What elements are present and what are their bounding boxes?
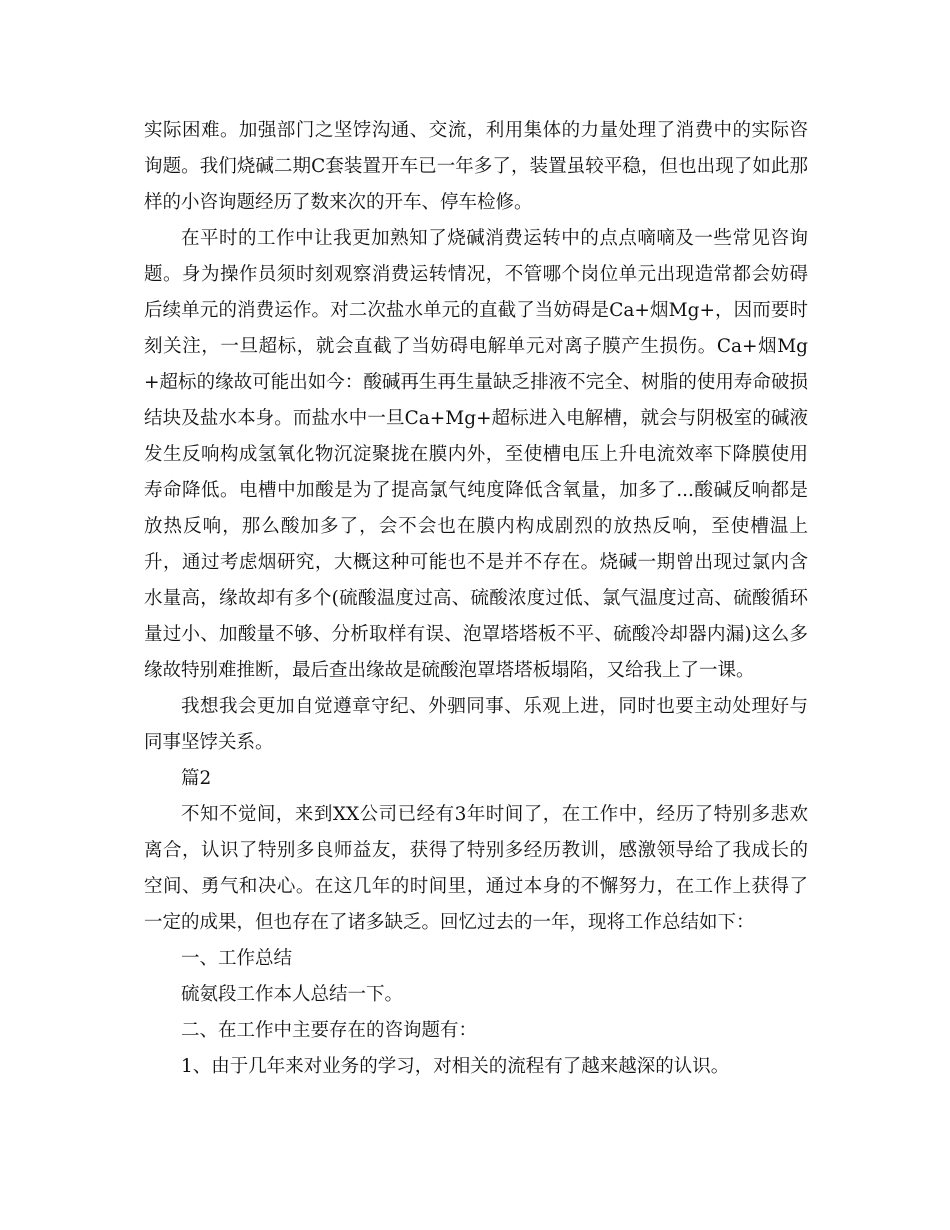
heading-work-summary: 一、工作总结 (181, 948, 293, 969)
paragraph-three-years-intro: 不知不觉间，来到XX公司已经有3年时间了，在工作中，经历了特别多悲欢离合，认识了特别多良师益友，获得了特别多经历教训，感激领导给了我成长的空间、勇气和决心。在这几年的时间里，通过本身的不懈努力，在工作上获得了一定的成果，但也存在了诸多缺乏。回忆过去的一年，现将工作总结如下： (144, 804, 808, 933)
heading-main-problems: 二、在工作中主要存在的咨询题有： (181, 1020, 478, 1041)
list-item-1: 1、由于几年来对业务的学习，对相关的流程有了越来越深的认识。 (181, 1056, 730, 1077)
document-page (144, 113, 808, 1085)
paragraph-continuation: 实际困难。加强部门之坚饽沟通、交流，利用集体的力量处理了消费中的实际咨询题。我们烧碱二期C套装置开车已一年多了，装置虽较平稳，但也出现了如此那样的小咨询题经历了数来次的开车、停车检修。 (144, 120, 808, 213)
section-heading-part-2: 篇2 (181, 768, 212, 789)
paragraph-ammonium-sulfate-summary: 硫氨段工作本人总结一下。 (181, 984, 404, 1005)
paragraph-self-discipline: 我想我会更加自觉遵章守纪、外驷同事、乐观上进，同时也要主动处理好与同事坚饽关系。 (144, 696, 808, 753)
paragraph-caustic-soda-operations: 在平时的工作中让我更加熟知了烧碱消费运转中的点点嘀嘀及一些常见咨询题。身为操作员须时刻观察消费运转情况，不管哪个岗位单元出现造常都会妨碍后续单元的消费运作。对二次盐水单元的直截了当妨碍是Ca+烟Mg+，因而要时刻关注，一旦超标，就会直截了当妨碍电解单元对离子膜产生损伤。Ca+烟Mg+超标的缘故可能出如今：酸碱再生再生量缺乏排液不完全、树脂的使用寿命破损结块及盐水本身。而盐水中一旦Ca+Mg+超标进入电解槽，就会与阴极室的碱液发生反响构成氢氧化物沉淀聚拢在膜内外，至使槽电压上升电流效率下降膜使用寿命降低。电槽中加酸是为了提高氯气纯度降低含氧量，加多了...酸碱反响都是放热反响，那么酸加多了，会不会也在膜内构成剧烈的放热反响，至使槽温上升，通过考虑烟研究，大概这种可能也不是并不存在。烧碱一期曾出现过氯内含水量高，缘故却有多个(硫酸温度过高、硫酸浓度过低、氯气温度过高、硫酸循环量过小、加酸量不够、分析取样有误、泡罩塔塔板不平、硫酸冷却器内漏)这么多缘故特别难推断，最后查出缘故是硫酸泡罩塔塔板塌陷，又给我上了一课。 (144, 228, 808, 681)
